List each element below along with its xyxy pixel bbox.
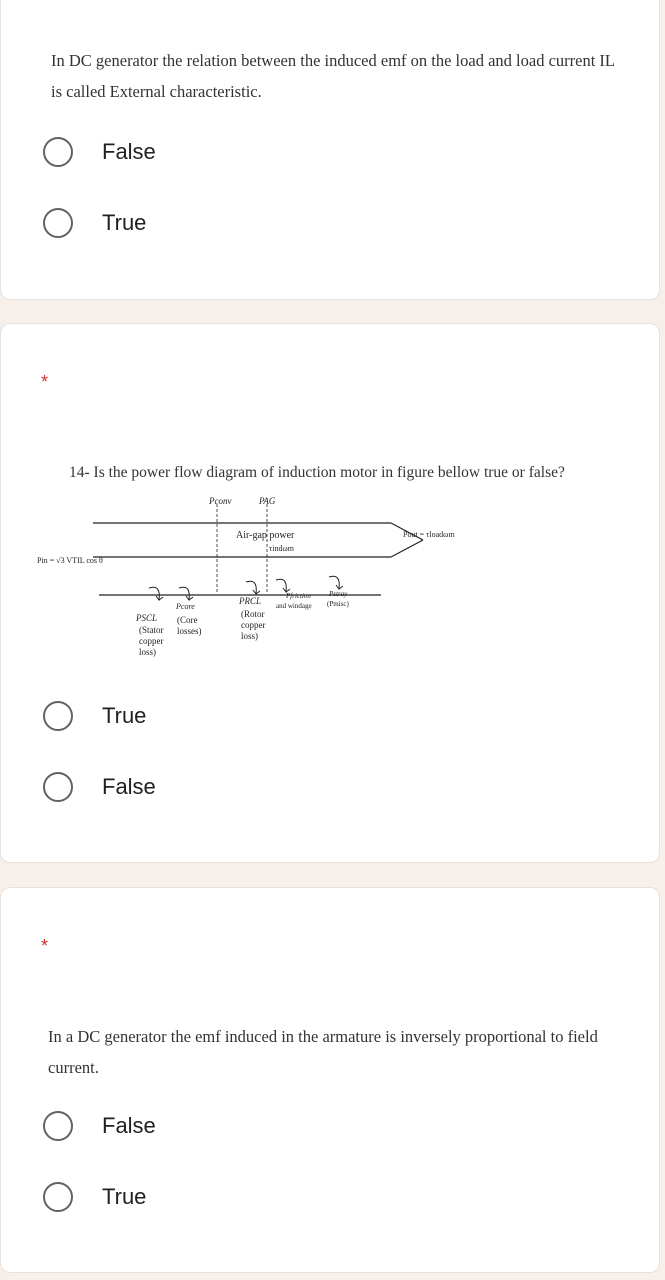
question-text: In a DC generator the emf induced in the armature is inversely proportional to field current. xyxy=(48,1027,598,1077)
stator-loss-line2: copper xyxy=(139,636,164,646)
option-label: False xyxy=(102,139,156,164)
pmisc-label: (Pmisc) xyxy=(327,600,349,608)
prcl-label: PRCL xyxy=(239,596,262,606)
option-true[interactable] xyxy=(43,1182,146,1212)
pag-label: PAG xyxy=(259,496,276,506)
option-label: False xyxy=(102,1113,156,1138)
pfriction-label: Pfriction xyxy=(286,592,311,600)
pcore-label: Pcore xyxy=(176,602,195,611)
required-asterisk: * xyxy=(41,372,49,392)
question-card-1 xyxy=(0,0,660,300)
core-loss-line2: losses) xyxy=(177,626,202,636)
radio-button[interactable] xyxy=(43,137,73,167)
required-asterisk: * xyxy=(41,936,49,956)
stator-loss-line1: (Stator xyxy=(139,625,164,635)
option-true[interactable] xyxy=(43,701,146,731)
pin-label: Pin = √3 VTIL cos θ xyxy=(37,556,103,565)
pout-label: Pout = τloadωm xyxy=(403,530,455,539)
option-label: True xyxy=(102,703,147,728)
question-card-3 xyxy=(0,887,660,1273)
question-text: 14- Is the power flow diagram of induction motor in figure bellow true or false? xyxy=(69,464,565,481)
windage-label: and windage xyxy=(276,602,312,610)
option-true[interactable] xyxy=(43,208,146,238)
option-label: True xyxy=(102,210,147,235)
radio-button[interactable] xyxy=(43,1182,73,1212)
pconv-label: Pconv xyxy=(209,496,232,506)
air-gap-label: Air-gap power xyxy=(236,530,295,541)
option-label: False xyxy=(102,774,156,799)
radio-button[interactable] xyxy=(43,701,73,731)
rotor-loss-line2: copper xyxy=(241,620,266,630)
radio-button[interactable] xyxy=(43,1111,73,1141)
core-loss-line1: (Core xyxy=(177,615,198,625)
power-flow-diagram xyxy=(31,492,531,682)
rotor-loss-line3: loss) xyxy=(241,631,259,641)
stator-loss-line3: loss) xyxy=(139,647,157,657)
pscl-label: PSCL xyxy=(136,613,158,623)
rotor-loss-line1: (Rotor xyxy=(241,609,265,619)
option-false[interactable] xyxy=(43,772,156,802)
radio-button[interactable] xyxy=(43,208,73,238)
pstray-label: Pstray xyxy=(329,590,348,598)
radio-button[interactable] xyxy=(43,772,73,802)
option-label: True xyxy=(102,1184,147,1209)
option-false[interactable] xyxy=(43,1111,156,1141)
option-false[interactable] xyxy=(43,137,156,167)
question-card-2 xyxy=(0,323,660,863)
question-text: In DC generator the relation between the induced emf on the load and load current IL is called External characteristic. xyxy=(51,51,615,101)
tau-ind-label: τindωm xyxy=(269,544,294,553)
